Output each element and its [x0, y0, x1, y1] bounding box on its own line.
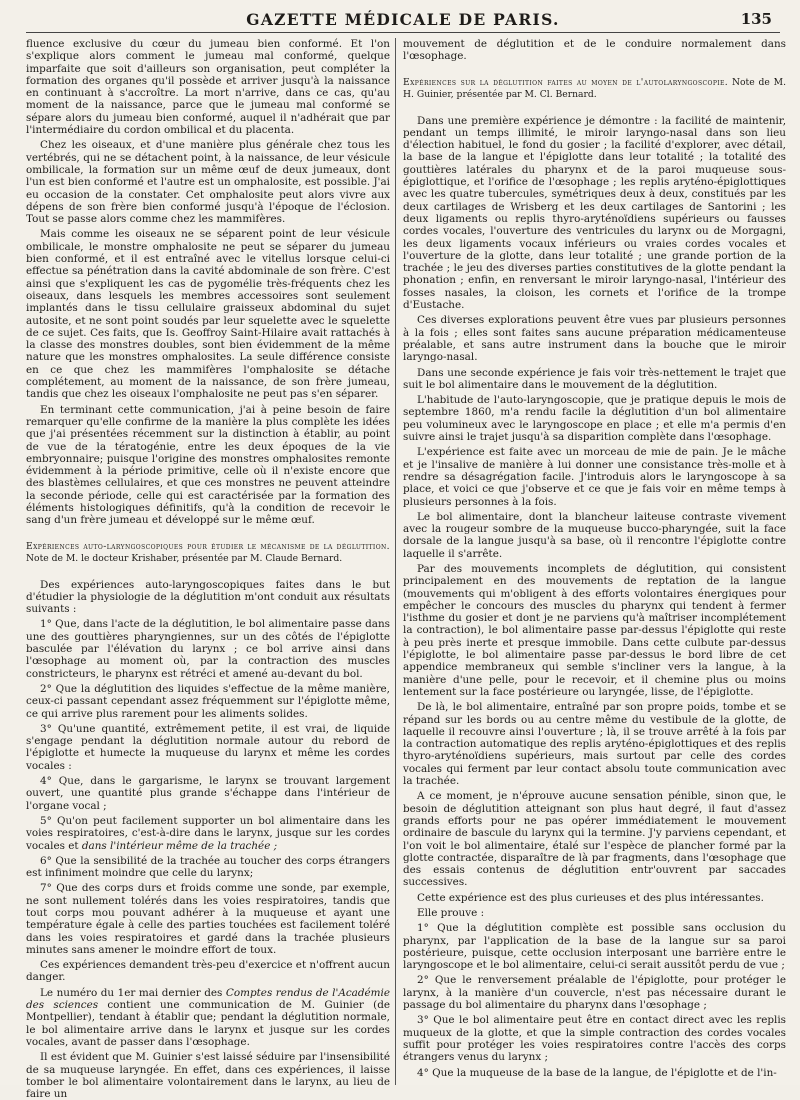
list-item [26, 815, 390, 852]
conclusions-list [403, 922, 786, 1079]
results-list [26, 618, 390, 956]
paragraph: Dans une seconde expérience je fais voir très-nettement le trajet que suit le bol alimentaire dans le mouvement de la déglutition. [403, 366, 786, 391]
left-column [26, 38, 390, 1100]
list-item: 4° Que la muqueuse de la base de la langue, de l'épiglotte et de l'in- [417, 1066, 777, 1079]
list-item: 7° Que des corps durs et froids comme une sonde, par exemple, ne sont nullement tolérés dans les voies respiratoires, tandis que tout corps mou pouvant adhérer à la muqueuse et ayant une température égale à celle des parties touchées est facilement toléré dans les voies respiratoires et gardé dans la trachée plusieurs minutes sans amener le moindre effort de toux. [26, 882, 390, 956]
section-heading-title: Expériences sur la déglutition faites au moyen de l'autolaryngoscopie. [403, 76, 729, 88]
list-item: 3° Qu'une quantité, extrêmement petite, il est vrai, de liquide s'engage pendant la déglutition normale autour du rebord de l'épiglotte et humecte la muqueuse du larynx et même les cordes vocales : [26, 722, 390, 772]
column-divider [395, 38, 396, 1085]
page-header [26, 8, 780, 33]
running-title: GAZETTE MÉDICALE DE PARIS. [246, 10, 560, 29]
page-number: 135 [740, 10, 772, 28]
paragraph: Des expériences auto-laryngoscopiques faites dans le but d'étudier la physiologie de la déglutition m'ont conduit aux résultats suivants : [26, 578, 390, 616]
list-item: 2° Que la déglutition des liquides s'effectue de la même manière, ceux-ci passant cependant assez fréquemment sur l'épiglotte même, ce qui arrive plus rarement pour les aliments solides. [26, 682, 390, 720]
list-item: 1° Que la déglutition complète est possible sans occlusion du pharynx, par l'application de la base de la langue sur sa paroi postérieure, puisque, cette occlusion interposant une barrière entre le laryngoscope et le bol alimentaire, celui-ci serait aussitôt perdu de vue ; [403, 922, 786, 972]
paragraph: Ces expériences demandent très-peu d'exercice et n'offrent aucun danger. [26, 959, 390, 984]
paragraph: Dans une première expérience je démontre : la facilité de maintenir, pendant un temps illimité, le miroir laryngo-nasal dans son lieu d'élection habituel, le fond du gosier ; la facilité d'explorer, avec détail, la base de la langue et l'épiglotte dans leur totalité ; la totalité des gouttières latérales du pharynx et de la paroi muqueuse sous-épiglottique, et l'orifice de l'œsophage ; les replis aryténo-épiglottiques avec les quatre tubercules, symétriques deux à deux, constitués par les deux cartilages de Wrisberg et les deux cartilages de Santorini ; les deux ligaments ou replis thyro-aryténoïdiens supérieurs ou fausses cordes vocales, l'ouverture des ventricules du larynx ou de Morgagni, les deux ligaments vocaux inférieurs ou vraies cordes vocales et l'ouverture de la glotte, dans leur totalité ; une grande portion de la trachée ; le jeu des diverses parties constitutives de la glotte pendant la phonation ; enfin, en renversant le miroir laryngo-nasal, l'intérieur des fosses nasales, la cloison, les cornets et l'orifice de la trompe d'Eustache. [403, 114, 786, 312]
journal-title: Comptes rendus de l'Académie des sciences [26, 986, 390, 1012]
paragraph: Elle prouve : [417, 907, 485, 919]
paragraph: De là, le bol alimentaire, entraîné par son propre poids, tombe et se répand sur les bords ou au centre même du vestibule de la glotte, de laquelle il recouvre ainsi l'ouverture ; là, il se trouve arrêté à la fois par la contraction automatique des replis aryténo-épiglottiques et des replis thyro-aryténoïdiens supérieurs, mais surtout par celle des cordes vocales qui ferment par leur contact absolu toute communication avec la trachée. [403, 701, 786, 788]
section-heading-byline: Note de M. H. Guinier, présentée par M. Cl. Bernard. [403, 76, 786, 100]
paragraph: L'expérience est faite avec un morceau de mie de pain. Je le mâche et je l'insalive de manière à lui donner une consistance très-molle et à rendre sa désagrégation facile. J'introduis alors le laryngoscope à sa place, et voici ce que j'observe et ce que je fais voir en même temps à plusieurs personnes à la fois. [403, 446, 786, 508]
paragraph: Par des mouvements incomplets de déglutition, qui consistent principalement en des mouvements de reptation de la langue (mouvements qui m'obligent à des efforts volontaires énergiques pour empêcher le concours des muscles du pharynx qui tendent à fermer l'isthme du gosier et dont je ne parviens qu'à maîtriser incomplétement la contraction), le bol alimentaire passe par-dessus l'épiglotte qui reste à peu près inerte et presque immobile. Dans cette culbute par-dessus l'épiglotte, le bol alimentaire passe par-dessus le bord libre de cet appendice membraneux qui semble s'incliner vers la langue, à la manière d'une pelle, pour le recevoir, et il chemine plus ou moins lentement sur la face postérieure ou laryngée, lisse, de l'épiglotte. [403, 562, 786, 698]
list-item-emphasis: dans l'intérieur même de la trachée ; [78, 839, 278, 852]
paragraph: Ces diverses explorations peuvent être vues par plusieurs personnes à la fois ; elles sont faites sans aucune préparation médicamenteuse préalable, et sans autre instrument dans la bouche que le miroir laryngo-nasal. [403, 314, 786, 364]
paragraph: Le bol alimentaire, dont la blancheur laiteuse contraste vivement avec la rougeur sombre de la muqueuse bucco-pharyngée, suit la face dorsale de la langue jusqu'à sa base, où il rencontre l'épiglotte contre laquelle il s'arrête. [403, 510, 786, 560]
paragraph: A ce moment, je n'éprouve aucune sensation pénible, sinon que, le besoin de déglutition atteignant son plus haut degré, il faut d'assez grands efforts pour ne pas opérer immédiatement le mouvement ordinaire de bascule du larynx qui la termine. J'y parviens cependant, et l'on voit le bol alimentaire, étalé sur l'espèce de plancher formé par la glotte contractée, disparaître de là par fragments, dans l'œsophage que des essais contenus de déglutition entr'ouvrent par saccades successives. [403, 790, 786, 889]
section-heading-title: Expériences auto-laryngoscopiques pour étudier le mécanisme de la déglutition. [26, 540, 390, 552]
paragraph: Chez les oiseaux, et d'une manière plus générale chez tous les vertébrés, qui ne se détachent point, à la naissance, de leur vésicule ombilicale, la formation sur un même œuf de deux jumeaux, dont l'un est bien conformé et l'autre est un omphalosite, est possible. J'ai eu occasion de la constater. Cet omphalosite peut alors vivre aux dépens de son frère bien conformé jusqu'à l'époque de l'éclosion. Tout se passe alors comme chez les mammifères. [26, 139, 390, 226]
list-item: 2° Que le renversement préalable de l'épiglotte, pour protéger le larynx, à la manière d'un couvercle, n'est pas nécessaire durant le passage du bol alimentaire du pharynx dans l'œsophage ; [403, 974, 786, 1012]
paragraph: En terminant cette communication, j'ai à peine besoin de faire remarquer qu'elle confirme de la manière la plus complète les idées que j'ai présentées récemment sur la distinction à établir, au point de vue de la tératogénie, entre les deux époques de la vie embryonnaire; puisque l'origine des monstres omphalosites remonte évidemment à la période primitive, celle où il n'existe encore que des blastèmes cellulaires, et que ces monstres ne peuvent atteindre la seconde période, celle qui est caractérisée par la formation des éléments histologiques définitifs, qu'à la condition de recevoir le sang d'un frère jumeau et développé sur le même œuf. [26, 403, 390, 527]
paragraph [26, 987, 390, 1048]
text-run: Le numéro du 1er mai dernier des [40, 986, 226, 999]
paragraph: L'habitude de l'auto-laryngoscopie, que je pratique depuis le mois de septembre 1860, m'a rendu facile la déglutition d'un bol alimentaire peu volumineux avec le laryngoscope en place ; et elle m'a permis d'en suivre ainsi le trajet jusqu'à sa disparition complète dans l'œsophage. [403, 394, 786, 444]
paragraph: Mais comme les oiseaux ne se séparent point de leur vésicule ombilicale, le monstre omphalosite ne peut se séparer du jumeau bien conformé, et il est entraîné avec le vitellus lorsque celui-ci effectue sa pénétration dans la cavité abdominale de son frère. C'est ainsi que s'expliquent les cas de pygomélie très-fréquents chez les oiseaux, dans lesquels les membres accessoires sont seulement implantés dans le tissu cellulaire graisseux abdominal du sujet autosite, et ne sont point soudés par leur squelette avec le squelette de ce sujet. Ces faits, que Is. Geoffroy Saint-Hilaire avait rattachés à la classe des monstres doubles, sont bien évidemment de la même nature que les monstres omphalosites. La seule différence consiste en ce que chez les mammifères l'omphalosite se détache complétement, au moment de la naissance, de son frère jumeau, tandis que chez les oiseaux l'omphalosite ne peut pas s'en séparer. [26, 228, 390, 401]
list-item: 4° Que, dans le gargarisme, le larynx se trouvant largement ouvert, une quantité plus grande s'échappe dans l'intérieur de l'organe vocal ; [26, 775, 390, 812]
text-run: contient une communication de M. Guinier (de Montpellier), tendant à établir que; pendant la déglutition normale, le bol alimentaire arrive dans le larynx et jusque sur les cordes vocales, avant de passer dans l'œsophage. [26, 999, 390, 1048]
paragraph: fluence exclusive du cœur du jumeau bien conformé. Et l'on s'explique alors comment le jumeau mal conformé, quelque imparfaite que soit d'ailleurs son organisation, peut compléter la formation des organes qu'il possède et arriver jusqu'à la naissance en continuant à s'accroître. La mort n'arrive, dans ce cas, qu'au moment de la naissance, parce que le jumeau mal conformé se sépare alors du jumeau bien conformé, auquel il n'adhérait que par l'intermédiaire du cordon ombilical et du placenta. [26, 38, 390, 137]
columns [26, 38, 786, 1100]
list-item: 6° Que la sensibilité de la trachée au toucher des corps étrangers est infiniment moindre que celle du larynx; [26, 854, 390, 880]
paragraph: Cette expérience est des plus curieuses et des plus intéressantes. [417, 891, 764, 904]
paragraph: Il est évident que M. Guinier s'est laissé séduire par l'insensibilité de sa muqueuse laryngée. En effet, dans ces expériences, il laisse tomber le bol alimentaire volontairement dans le larynx, au lieu de faire un [26, 1051, 390, 1100]
section-heading-krishaber [26, 541, 390, 565]
paragraph: mouvement de déglutition et de le conduire normalement dans l'œsophage. [403, 38, 786, 63]
list-item: 3° Que le bol alimentaire peut être en contact direct avec les replis muqueux de la glotte, et que la simple contraction des cordes vocales suffit pour protéger les voies respiratoires contre l'accès des corps étrangers venus du larynx ; [403, 1014, 786, 1064]
list-item: 1° Que, dans l'acte de la déglutition, le bol alimentaire passe dans une des gouttières pharyngiennes, sur un des côtés de l'épiglotte basculée par l'élévation du larynx ; ce bol arrive ainsi dans l'œsophage au moment où, par la contraction des muscles constricteurs, le pharynx est rétréci et amené au-devant du bol. [26, 618, 390, 680]
list-item-text: 5° Qu'on peut facilement supporter un bol alimentaire dans les voies respiratoires, c'est-à-dire dans le larynx, jusque sur les cordes vocales et [26, 814, 390, 852]
section-heading-guinier [403, 77, 786, 101]
right-column [403, 38, 786, 1085]
section-heading-byline: Note de M. le docteur Krishaber, présentée par M. Claude Bernard. [26, 552, 343, 564]
